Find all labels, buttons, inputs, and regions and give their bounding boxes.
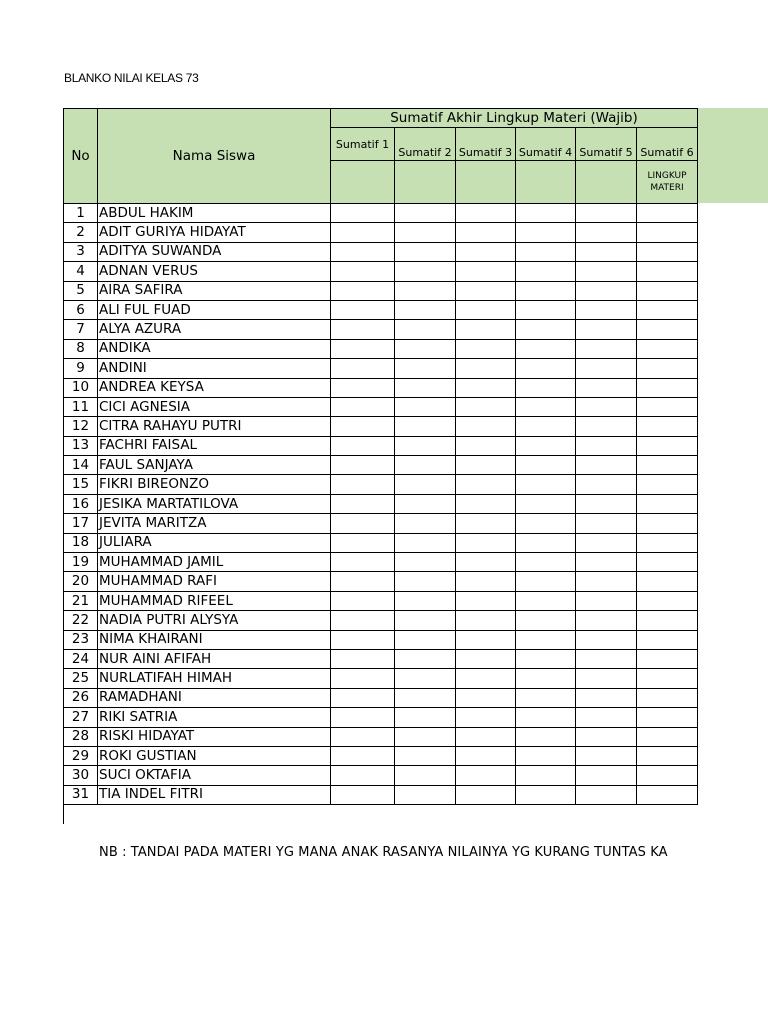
score-cell-sumatif-3[interactable] bbox=[456, 262, 516, 281]
score-cell-sumatif-2[interactable] bbox=[395, 204, 456, 223]
score-cell-sumatif-6[interactable] bbox=[637, 494, 698, 513]
row-number: 27 bbox=[64, 708, 98, 727]
score-cell-sumatif-1[interactable] bbox=[331, 281, 395, 300]
score-cell-sumatif-6[interactable] bbox=[637, 785, 698, 804]
score-cell-sumatif-5[interactable] bbox=[576, 611, 637, 630]
header-blank bbox=[331, 161, 395, 204]
score-cell-sumatif-1[interactable] bbox=[331, 630, 395, 649]
score-cell-sumatif-5[interactable] bbox=[576, 572, 637, 591]
row-number: 24 bbox=[64, 649, 98, 668]
score-cell-sumatif-3[interactable] bbox=[456, 359, 516, 378]
row-number: 20 bbox=[64, 572, 98, 591]
table-row bbox=[64, 242, 698, 261]
score-cell-sumatif-2[interactable] bbox=[395, 766, 456, 785]
score-cell-sumatif-1[interactable] bbox=[331, 514, 395, 533]
table-row bbox=[64, 456, 698, 475]
score-cell-sumatif-6[interactable] bbox=[637, 688, 698, 707]
row-number: 4 bbox=[64, 262, 98, 281]
table-row bbox=[64, 649, 698, 668]
score-cell-sumatif-6[interactable] bbox=[637, 553, 698, 572]
score-cell-sumatif-5[interactable] bbox=[576, 204, 637, 223]
score-cell-sumatif-4[interactable] bbox=[516, 611, 576, 630]
score-cell-sumatif-2[interactable] bbox=[395, 708, 456, 727]
score-cell-sumatif-1[interactable] bbox=[331, 456, 395, 475]
row-number: 10 bbox=[64, 378, 98, 397]
student-name: AIRA SAFIRA bbox=[98, 281, 331, 300]
row-number: 25 bbox=[64, 669, 98, 688]
score-cell-sumatif-5[interactable] bbox=[576, 456, 637, 475]
header-blank bbox=[516, 161, 576, 204]
score-cell-sumatif-3[interactable] bbox=[456, 320, 516, 339]
row-number: 31 bbox=[64, 785, 98, 804]
score-cell-sumatif-5[interactable] bbox=[576, 223, 637, 242]
table-row bbox=[64, 611, 698, 630]
score-cell-sumatif-1[interactable] bbox=[331, 417, 395, 436]
row-number: 17 bbox=[64, 514, 98, 533]
table-row bbox=[64, 708, 698, 727]
score-cell-sumatif-2[interactable] bbox=[395, 727, 456, 746]
score-cell-sumatif-3[interactable] bbox=[456, 514, 516, 533]
score-cell-sumatif-3[interactable] bbox=[456, 553, 516, 572]
student-name: ALI FUL FUAD bbox=[98, 300, 331, 319]
score-cell-sumatif-6[interactable] bbox=[637, 339, 698, 358]
score-cell-sumatif-1[interactable] bbox=[331, 746, 395, 765]
score-cell-sumatif-3[interactable] bbox=[456, 436, 516, 455]
score-cell-sumatif-1[interactable] bbox=[331, 785, 395, 804]
table-row bbox=[64, 204, 698, 223]
score-cell-sumatif-1[interactable] bbox=[331, 378, 395, 397]
row-number: 1 bbox=[64, 204, 98, 223]
score-cell-sumatif-2[interactable] bbox=[395, 456, 456, 475]
score-cell-sumatif-4[interactable] bbox=[516, 669, 576, 688]
score-cell-sumatif-2[interactable] bbox=[395, 262, 456, 281]
table-row bbox=[64, 494, 698, 513]
row-number: 19 bbox=[64, 553, 98, 572]
score-cell-sumatif-3[interactable] bbox=[456, 591, 516, 610]
student-name: JULIARA bbox=[98, 533, 331, 552]
score-cell-sumatif-3[interactable] bbox=[456, 630, 516, 649]
score-cell-sumatif-6[interactable] bbox=[637, 417, 698, 436]
score-cell-sumatif-2[interactable] bbox=[395, 300, 456, 319]
table-row bbox=[64, 359, 698, 378]
student-name: ADITYA SUWANDA bbox=[98, 242, 331, 261]
table-row bbox=[64, 669, 698, 688]
table-row bbox=[64, 397, 698, 416]
score-cell-sumatif-5[interactable] bbox=[576, 514, 637, 533]
grade-table bbox=[63, 108, 698, 805]
score-cell-sumatif-3[interactable] bbox=[456, 456, 516, 475]
table-row bbox=[64, 281, 698, 300]
score-cell-sumatif-3[interactable] bbox=[456, 417, 516, 436]
row-number: 15 bbox=[64, 475, 98, 494]
score-cell-sumatif-4[interactable] bbox=[516, 242, 576, 261]
row-number: 29 bbox=[64, 746, 98, 765]
score-cell-sumatif-1[interactable] bbox=[331, 611, 395, 630]
score-cell-sumatif-5[interactable] bbox=[576, 533, 637, 552]
score-cell-sumatif-6[interactable] bbox=[637, 708, 698, 727]
score-cell-sumatif-1[interactable] bbox=[331, 436, 395, 455]
score-cell-sumatif-6[interactable] bbox=[637, 669, 698, 688]
score-cell-sumatif-5[interactable] bbox=[576, 591, 637, 610]
student-name: ALYA AZURA bbox=[98, 320, 331, 339]
student-name: JESIKA MARTATILOVA bbox=[98, 494, 331, 513]
score-cell-sumatif-3[interactable] bbox=[456, 475, 516, 494]
score-cell-sumatif-5[interactable] bbox=[576, 746, 637, 765]
score-cell-sumatif-5[interactable] bbox=[576, 436, 637, 455]
score-cell-sumatif-3[interactable] bbox=[456, 669, 516, 688]
table-row bbox=[64, 533, 698, 552]
score-cell-sumatif-4[interactable] bbox=[516, 436, 576, 455]
score-cell-sumatif-5[interactable] bbox=[576, 649, 637, 668]
student-name: ABDUL HAKIM bbox=[98, 204, 331, 223]
table-row bbox=[64, 339, 698, 358]
table-row bbox=[64, 223, 698, 242]
score-cell-sumatif-3[interactable] bbox=[456, 300, 516, 319]
score-cell-sumatif-1[interactable] bbox=[331, 766, 395, 785]
score-cell-sumatif-6[interactable] bbox=[637, 611, 698, 630]
score-cell-sumatif-5[interactable] bbox=[576, 262, 637, 281]
score-cell-sumatif-2[interactable] bbox=[395, 242, 456, 261]
student-name: ADNAN VERUS bbox=[98, 262, 331, 281]
row-number: 26 bbox=[64, 688, 98, 707]
score-cell-sumatif-3[interactable] bbox=[456, 397, 516, 416]
table-row bbox=[64, 746, 698, 765]
score-cell-sumatif-1[interactable] bbox=[331, 533, 395, 552]
score-cell-sumatif-2[interactable] bbox=[395, 339, 456, 358]
score-cell-sumatif-4[interactable] bbox=[516, 727, 576, 746]
score-cell-sumatif-1[interactable] bbox=[331, 223, 395, 242]
score-cell-sumatif-4[interactable] bbox=[516, 223, 576, 242]
table-row bbox=[64, 630, 698, 649]
header-no: No bbox=[64, 109, 98, 204]
table-row bbox=[64, 553, 698, 572]
score-cell-sumatif-5[interactable] bbox=[576, 320, 637, 339]
score-cell-sumatif-4[interactable] bbox=[516, 262, 576, 281]
student-name: ANDINI bbox=[98, 359, 331, 378]
table-row bbox=[64, 572, 698, 591]
score-cell-sumatif-2[interactable] bbox=[395, 630, 456, 649]
score-cell-sumatif-4[interactable] bbox=[516, 204, 576, 223]
score-cell-sumatif-2[interactable] bbox=[395, 475, 456, 494]
table-row bbox=[64, 436, 698, 455]
row-number: 28 bbox=[64, 727, 98, 746]
score-cell-sumatif-5[interactable] bbox=[576, 766, 637, 785]
score-cell-sumatif-4[interactable] bbox=[516, 456, 576, 475]
student-name: CICI AGNESIA bbox=[98, 397, 331, 416]
score-cell-sumatif-5[interactable] bbox=[576, 688, 637, 707]
score-cell-sumatif-5[interactable] bbox=[576, 669, 637, 688]
header-blank bbox=[456, 161, 516, 204]
score-cell-sumatif-3[interactable] bbox=[456, 281, 516, 300]
score-cell-sumatif-1[interactable] bbox=[331, 727, 395, 746]
score-cell-sumatif-1[interactable] bbox=[331, 204, 395, 223]
student-name: FAUL SANJAYA bbox=[98, 456, 331, 475]
score-cell-sumatif-4[interactable] bbox=[516, 591, 576, 610]
score-cell-sumatif-1[interactable] bbox=[331, 572, 395, 591]
score-cell-sumatif-1[interactable] bbox=[331, 397, 395, 416]
row-number: 8 bbox=[64, 339, 98, 358]
score-cell-sumatif-1[interactable] bbox=[331, 494, 395, 513]
row-number: 18 bbox=[64, 533, 98, 552]
score-cell-sumatif-5[interactable] bbox=[576, 359, 637, 378]
score-cell-sumatif-2[interactable] bbox=[395, 281, 456, 300]
score-cell-sumatif-6[interactable] bbox=[637, 262, 698, 281]
score-cell-sumatif-3[interactable] bbox=[456, 572, 516, 591]
score-cell-sumatif-1[interactable] bbox=[331, 669, 395, 688]
score-cell-sumatif-4[interactable] bbox=[516, 553, 576, 572]
header-sumatif-6: Sumatif 6 bbox=[637, 128, 698, 161]
score-cell-sumatif-2[interactable] bbox=[395, 494, 456, 513]
score-cell-sumatif-3[interactable] bbox=[456, 785, 516, 804]
student-name: FIKRI BIREONZO bbox=[98, 475, 331, 494]
score-cell-sumatif-2[interactable] bbox=[395, 649, 456, 668]
score-cell-sumatif-5[interactable] bbox=[576, 494, 637, 513]
student-name: JEVITA MARITZA bbox=[98, 514, 331, 533]
student-name: MUHAMMAD RAFI bbox=[98, 572, 331, 591]
score-cell-sumatif-6[interactable] bbox=[637, 591, 698, 610]
score-cell-sumatif-3[interactable] bbox=[456, 727, 516, 746]
score-cell-sumatif-1[interactable] bbox=[331, 300, 395, 319]
score-cell-sumatif-4[interactable] bbox=[516, 766, 576, 785]
row-number: 21 bbox=[64, 591, 98, 610]
score-cell-sumatif-4[interactable] bbox=[516, 359, 576, 378]
score-cell-sumatif-1[interactable] bbox=[331, 242, 395, 261]
score-cell-sumatif-2[interactable] bbox=[395, 436, 456, 455]
score-cell-sumatif-4[interactable] bbox=[516, 397, 576, 416]
score-cell-sumatif-5[interactable] bbox=[576, 553, 637, 572]
score-cell-sumatif-2[interactable] bbox=[395, 397, 456, 416]
score-cell-sumatif-6[interactable] bbox=[637, 242, 698, 261]
header-blank bbox=[395, 161, 456, 204]
score-cell-sumatif-5[interactable] bbox=[576, 242, 637, 261]
header-sumatif-2: Sumatif 2 bbox=[395, 128, 456, 161]
score-cell-sumatif-6[interactable] bbox=[637, 475, 698, 494]
table-row bbox=[64, 378, 698, 397]
student-name: FACHRI FAISAL bbox=[98, 436, 331, 455]
row-number: 7 bbox=[64, 320, 98, 339]
row-number: 12 bbox=[64, 417, 98, 436]
score-cell-sumatif-3[interactable] bbox=[456, 746, 516, 765]
score-cell-sumatif-5[interactable] bbox=[576, 281, 637, 300]
score-cell-sumatif-3[interactable] bbox=[456, 494, 516, 513]
header-lingkup-materi: LINGKUP MATERI bbox=[637, 161, 698, 204]
score-cell-sumatif-6[interactable] bbox=[637, 320, 698, 339]
score-cell-sumatif-3[interactable] bbox=[456, 533, 516, 552]
score-cell-sumatif-3[interactable] bbox=[456, 708, 516, 727]
score-cell-sumatif-5[interactable] bbox=[576, 630, 637, 649]
score-cell-sumatif-6[interactable] bbox=[637, 223, 698, 242]
table-row bbox=[64, 785, 698, 804]
student-name: SUCI OKTAFIA bbox=[98, 766, 331, 785]
score-cell-sumatif-2[interactable] bbox=[395, 417, 456, 436]
header-sumatif-5: Sumatif 5 bbox=[576, 128, 637, 161]
score-cell-sumatif-4[interactable] bbox=[516, 785, 576, 804]
score-cell-sumatif-2[interactable] bbox=[395, 514, 456, 533]
score-cell-sumatif-1[interactable] bbox=[331, 320, 395, 339]
table-row bbox=[64, 766, 698, 785]
score-cell-sumatif-6[interactable] bbox=[637, 572, 698, 591]
score-cell-sumatif-2[interactable] bbox=[395, 572, 456, 591]
score-cell-sumatif-4[interactable] bbox=[516, 320, 576, 339]
header-blank bbox=[576, 161, 637, 204]
table-row bbox=[64, 514, 698, 533]
score-cell-sumatif-3[interactable] bbox=[456, 242, 516, 261]
score-cell-sumatif-5[interactable] bbox=[576, 475, 637, 494]
student-name: CITRA RAHAYU PUTRI bbox=[98, 417, 331, 436]
score-cell-sumatif-1[interactable] bbox=[331, 591, 395, 610]
score-cell-sumatif-2[interactable] bbox=[395, 785, 456, 804]
score-cell-sumatif-2[interactable] bbox=[395, 611, 456, 630]
score-cell-sumatif-6[interactable] bbox=[637, 436, 698, 455]
score-cell-sumatif-2[interactable] bbox=[395, 223, 456, 242]
score-cell-sumatif-6[interactable] bbox=[637, 766, 698, 785]
score-cell-sumatif-4[interactable] bbox=[516, 339, 576, 358]
score-cell-sumatif-4[interactable] bbox=[516, 649, 576, 668]
footnote: NB : TANDAI PADA MATERI YG MANA ANAK RASANYA NILAINYA YG KURANG TUNTAS KA bbox=[99, 845, 668, 860]
score-cell-sumatif-2[interactable] bbox=[395, 669, 456, 688]
score-cell-sumatif-1[interactable] bbox=[331, 688, 395, 707]
score-cell-sumatif-5[interactable] bbox=[576, 300, 637, 319]
score-cell-sumatif-6[interactable] bbox=[637, 281, 698, 300]
score-cell-sumatif-2[interactable] bbox=[395, 591, 456, 610]
score-cell-sumatif-6[interactable] bbox=[637, 533, 698, 552]
table-row bbox=[64, 320, 698, 339]
score-cell-sumatif-4[interactable] bbox=[516, 417, 576, 436]
score-cell-sumatif-2[interactable] bbox=[395, 746, 456, 765]
header-group: Sumatif Akhir Lingkup Materi (Wajib) bbox=[331, 109, 698, 128]
table-tail-line bbox=[63, 804, 64, 824]
score-cell-sumatif-6[interactable] bbox=[637, 397, 698, 416]
row-number: 16 bbox=[64, 494, 98, 513]
row-number: 23 bbox=[64, 630, 98, 649]
table-row bbox=[64, 591, 698, 610]
score-cell-sumatif-3[interactable] bbox=[456, 611, 516, 630]
score-cell-sumatif-5[interactable] bbox=[576, 785, 637, 804]
score-cell-sumatif-2[interactable] bbox=[395, 378, 456, 397]
student-name: MUHAMMAD RIFEEL bbox=[98, 591, 331, 610]
score-cell-sumatif-4[interactable] bbox=[516, 514, 576, 533]
score-cell-sumatif-2[interactable] bbox=[395, 320, 456, 339]
score-cell-sumatif-5[interactable] bbox=[576, 339, 637, 358]
score-cell-sumatif-6[interactable] bbox=[637, 378, 698, 397]
score-cell-sumatif-6[interactable] bbox=[637, 456, 698, 475]
score-cell-sumatif-2[interactable] bbox=[395, 553, 456, 572]
score-cell-sumatif-6[interactable] bbox=[637, 746, 698, 765]
table-row bbox=[64, 262, 698, 281]
row-number: 14 bbox=[64, 456, 98, 475]
row-number: 22 bbox=[64, 611, 98, 630]
score-cell-sumatif-6[interactable] bbox=[637, 300, 698, 319]
student-name: NIMA KHAIRANI bbox=[98, 630, 331, 649]
header-sumatif-4: Sumatif 4 bbox=[516, 128, 576, 161]
table-row bbox=[64, 727, 698, 746]
score-cell-sumatif-5[interactable] bbox=[576, 727, 637, 746]
score-cell-sumatif-4[interactable] bbox=[516, 630, 576, 649]
score-cell-sumatif-5[interactable] bbox=[576, 397, 637, 416]
score-cell-sumatif-4[interactable] bbox=[516, 494, 576, 513]
score-cell-sumatif-4[interactable] bbox=[516, 281, 576, 300]
student-name: ANDIKA bbox=[98, 339, 331, 358]
score-cell-sumatif-4[interactable] bbox=[516, 688, 576, 707]
score-cell-sumatif-4[interactable] bbox=[516, 300, 576, 319]
row-number: 3 bbox=[64, 242, 98, 261]
student-name: MUHAMMAD JAMIL bbox=[98, 553, 331, 572]
score-cell-sumatif-3[interactable] bbox=[456, 204, 516, 223]
score-cell-sumatif-6[interactable] bbox=[637, 630, 698, 649]
score-cell-sumatif-3[interactable] bbox=[456, 339, 516, 358]
score-cell-sumatif-1[interactable] bbox=[331, 359, 395, 378]
score-cell-sumatif-6[interactable] bbox=[637, 649, 698, 668]
student-name: ADIT GURIYA HIDAYAT bbox=[98, 223, 331, 242]
student-name: RISKI HIDAYAT bbox=[98, 727, 331, 746]
score-cell-sumatif-3[interactable] bbox=[456, 649, 516, 668]
student-name: NUR AINI AFIFAH bbox=[98, 649, 331, 668]
table-row bbox=[64, 475, 698, 494]
student-name: NADIA PUTRI ALYSYA bbox=[98, 611, 331, 630]
score-cell-sumatif-5[interactable] bbox=[576, 708, 637, 727]
row-number: 30 bbox=[64, 766, 98, 785]
student-name: TIA INDEL FITRI bbox=[98, 785, 331, 804]
score-cell-sumatif-6[interactable] bbox=[637, 727, 698, 746]
score-cell-sumatif-4[interactable] bbox=[516, 533, 576, 552]
row-number: 9 bbox=[64, 359, 98, 378]
score-cell-sumatif-1[interactable] bbox=[331, 708, 395, 727]
score-cell-sumatif-1[interactable] bbox=[331, 475, 395, 494]
score-cell-sumatif-1[interactable] bbox=[331, 262, 395, 281]
student-name: RAMADHANI bbox=[98, 688, 331, 707]
table-row bbox=[64, 300, 698, 319]
score-cell-sumatif-4[interactable] bbox=[516, 378, 576, 397]
table-row bbox=[64, 417, 698, 436]
score-cell-sumatif-5[interactable] bbox=[576, 378, 637, 397]
row-number: 6 bbox=[64, 300, 98, 319]
table-row bbox=[64, 688, 698, 707]
score-cell-sumatif-6[interactable] bbox=[637, 359, 698, 378]
score-cell-sumatif-3[interactable] bbox=[456, 378, 516, 397]
score-cell-sumatif-2[interactable] bbox=[395, 359, 456, 378]
score-cell-sumatif-4[interactable] bbox=[516, 572, 576, 591]
score-cell-sumatif-4[interactable] bbox=[516, 475, 576, 494]
score-cell-sumatif-1[interactable] bbox=[331, 649, 395, 668]
score-cell-sumatif-6[interactable] bbox=[637, 514, 698, 533]
row-number: 5 bbox=[64, 281, 98, 300]
student-name: RIKI SATRIA bbox=[98, 708, 331, 727]
score-cell-sumatif-6[interactable] bbox=[637, 204, 698, 223]
score-cell-sumatif-3[interactable] bbox=[456, 766, 516, 785]
score-cell-sumatif-3[interactable] bbox=[456, 223, 516, 242]
score-cell-sumatif-2[interactable] bbox=[395, 688, 456, 707]
score-cell-sumatif-3[interactable] bbox=[456, 688, 516, 707]
student-name: ANDREA KEYSA bbox=[98, 378, 331, 397]
score-cell-sumatif-1[interactable] bbox=[331, 553, 395, 572]
header-fill-extension bbox=[697, 108, 768, 203]
student-name: ROKI GUSTIAN bbox=[98, 746, 331, 765]
score-cell-sumatif-5[interactable] bbox=[576, 417, 637, 436]
header-sumatif-3: Sumatif 3 bbox=[456, 128, 516, 161]
score-cell-sumatif-2[interactable] bbox=[395, 533, 456, 552]
header-sumatif-1: Sumatif 1 bbox=[331, 128, 395, 161]
row-number: 13 bbox=[64, 436, 98, 455]
row-number: 2 bbox=[64, 223, 98, 242]
score-cell-sumatif-4[interactable] bbox=[516, 708, 576, 727]
score-cell-sumatif-1[interactable] bbox=[331, 339, 395, 358]
header-name: Nama Siswa bbox=[98, 109, 331, 204]
student-name: NURLATIFAH HIMAH bbox=[98, 669, 331, 688]
document-title: BLANKO NILAI KELAS 73 bbox=[64, 71, 199, 85]
row-number: 11 bbox=[64, 397, 98, 416]
score-cell-sumatif-4[interactable] bbox=[516, 746, 576, 765]
